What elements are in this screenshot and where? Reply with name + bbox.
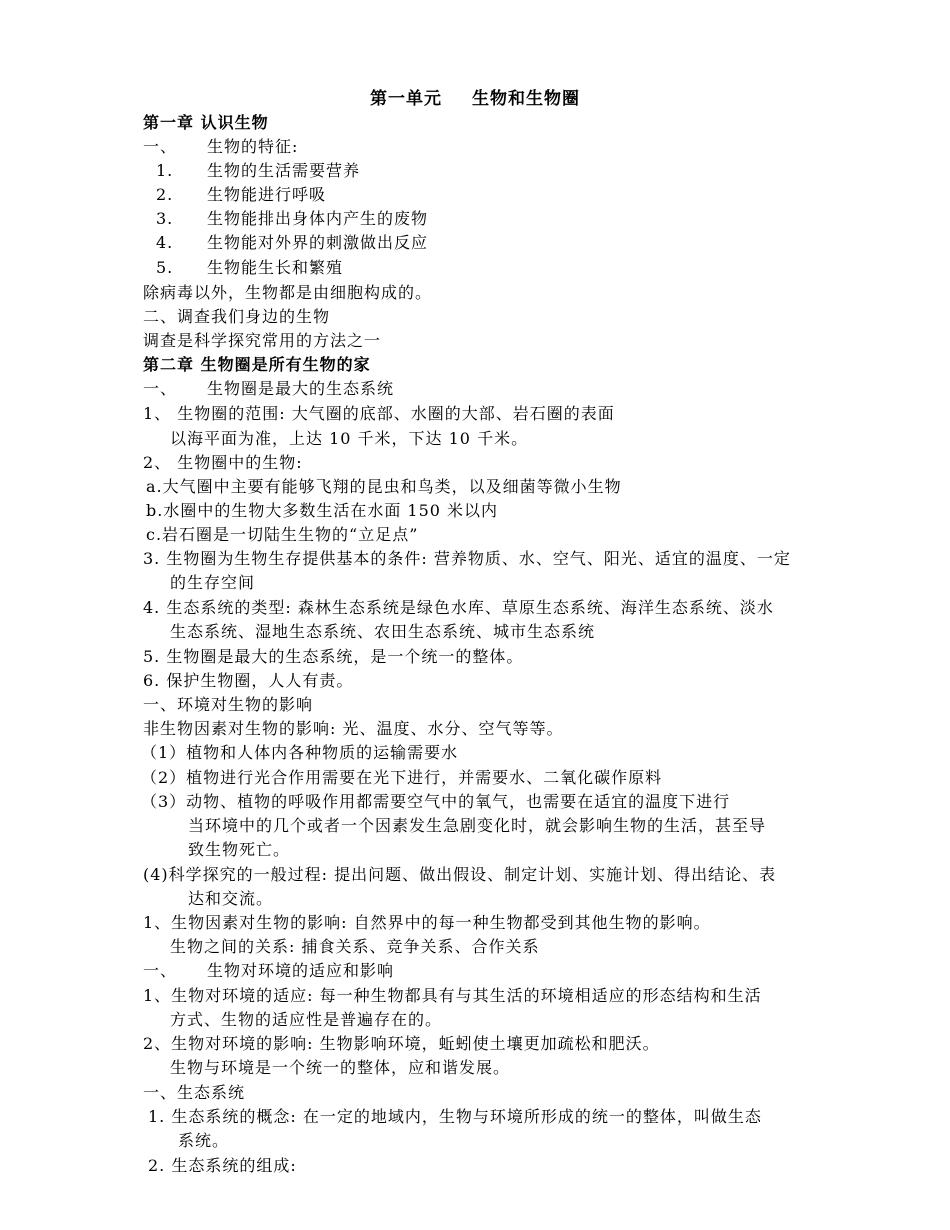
section-number: 一、 <box>143 961 178 980</box>
paragraph: 2、 生物圈中的生物: <box>143 453 303 472</box>
list-item: （3）动物、植物的呼吸作用都需要空气中的氧气，也需要在适宜的温度下进行 <box>141 792 731 811</box>
section-heading: 二、调查我们身边的生物 <box>143 307 331 326</box>
list-number: 3. <box>156 209 174 228</box>
paragraph: 调查是科学探究常用的方法之一 <box>143 331 382 350</box>
list-item: 生物能生长和繁殖 <box>207 258 344 277</box>
paragraph: 1. 生态系统的概念: 在一定的地域内，生物与环境所形成的统一的整体，叫做生态 <box>148 1107 762 1126</box>
section-heading: 一、生态系统 <box>143 1083 246 1102</box>
list-number: 2. <box>156 185 174 204</box>
paragraph: 1、 生物圈的范围: 大气圈的底部、水圈的大部、岩石圈的表面 <box>143 404 615 423</box>
paragraph: 2. 生态系统的组成: <box>148 1156 297 1175</box>
list-item: b.水圈中的生物大多数生活在水面 150 米以内 <box>146 501 499 520</box>
list-item: 生物能进行呼吸 <box>207 185 327 204</box>
paragraph: 除病毒以外，生物都是由细胞构成的。 <box>143 283 433 302</box>
paragraph: 4. 生态系统的类型: 森林生态系统是绿色水库、草原生态系统、海洋生态系统、淡水 <box>143 598 774 617</box>
paragraph: 非生物因素对生物的影响: 光、温度、水分、空气等等。 <box>143 719 564 738</box>
chapter-heading: 第一章 认识生物 <box>143 113 269 132</box>
list-number: 4. <box>156 233 174 252</box>
paragraph: 5. 生物圈是最大的生态系统，是一个统一的整体。 <box>143 647 524 666</box>
unit-number: 第一单元 <box>370 89 442 109</box>
unit-name: 生物和生物圈 <box>472 89 580 109</box>
paragraph-continued: 达和交流。 <box>188 889 274 908</box>
list-item: c.岩石圈是一切陆生生物的“立足点” <box>146 525 419 544</box>
paragraph: 3. 生物圈为生物生存提供基本的条件: 营养物质、水、空气、阳光、适宜的温度、一定 <box>143 549 791 568</box>
paragraph: 2、生物对环境的影响: 生物影响环境，蚯蚓使土壤更加疏松和肥沃。 <box>143 1034 660 1053</box>
section-heading: 生物的特征: <box>207 137 299 156</box>
list-item: （2）植物进行光合作用需要在光下进行，并需要水、二氧化碳作原料 <box>141 768 663 787</box>
unit-title <box>370 88 580 110</box>
list-item: (4)科学探究的一般过程: 提出问题、做出假设、制定计划、实施计划、得出结论、表 <box>143 865 777 884</box>
paragraph-continued: 生物之间的关系: 捕食关系、竞争关系、合作关系 <box>170 937 540 956</box>
paragraph-continued: 方式、生物的适应性是普遍存在的。 <box>170 1010 443 1029</box>
chapter-heading: 第二章 生物圈是所有生物的家 <box>143 355 371 374</box>
section-heading: 生物圈是最大的生态系统 <box>207 379 395 398</box>
paragraph-continued: 当环境中的几个或者一个因素发生急剧变化时，就会影响生物的生活，甚至导 <box>188 816 767 835</box>
paragraph: 1、生物因素对生物的影响: 自然界中的每一种生物都受到其他生物的影响。 <box>143 913 711 932</box>
list-item: 生物能对外界的刺激做出反应 <box>207 233 429 252</box>
section-heading: 生物对环境的适应和影响 <box>207 961 395 980</box>
paragraph-continued: 的生存空间 <box>170 573 256 592</box>
paragraph-continued: 生态系统、湿地生态系统、农田生态系统、城市生态系统 <box>170 622 596 641</box>
paragraph: 1、生物对环境的适应: 每一种生物都具有与其生活的环境相适应的形态结构和生活 <box>143 986 762 1005</box>
paragraph-continued: 以海平面为准，上达 10 千米，下达 10 千米。 <box>170 429 529 448</box>
list-item: a.大气圈中主要有能够飞翔的昆虫和鸟类，以及细菌等微小生物 <box>146 477 622 496</box>
paragraph-continued: 致生物死亡。 <box>188 840 291 859</box>
section-number: 一、 <box>143 379 178 398</box>
paragraph-continued: 系统。 <box>178 1131 230 1150</box>
list-number: 1. <box>156 161 174 180</box>
section-number: 一、 <box>143 137 178 156</box>
list-item: （1）植物和人体内各种物质的运输需要水 <box>141 743 459 762</box>
paragraph: 6. 保护生物圈，人人有责。 <box>143 671 354 690</box>
section-heading: 一、环境对生物的影响 <box>143 695 314 714</box>
list-item: 生物的生活需要营养 <box>207 161 361 180</box>
list-item: 生物能排出身体内产生的废物 <box>207 209 429 228</box>
paragraph-continued: 生物与环境是一个统一的整体，应和谐发展。 <box>170 1058 511 1077</box>
list-number: 5. <box>156 258 174 277</box>
